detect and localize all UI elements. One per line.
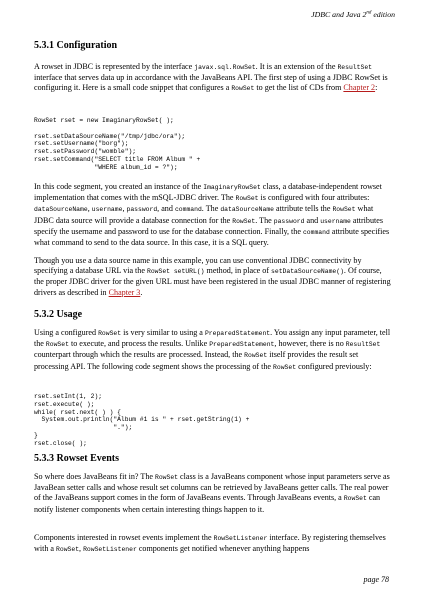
paragraph-text: Using a configured (34, 328, 99, 337)
running-title-suffix: edition (371, 10, 395, 19)
paragraph-text: components get notified whenever anything happens (136, 544, 310, 554)
inline-code: password (126, 206, 158, 214)
inline-code: ImaginaryRowSet (203, 184, 261, 191)
chapter-link[interactable]: Chapter 3 (108, 287, 141, 297)
paragraph-text: : (375, 83, 378, 93)
paragraph-text: to get the list of CDs from (254, 83, 344, 93)
inline-code: RowSet (332, 206, 356, 214)
inline-code: command (174, 206, 202, 214)
paragraph-text: . You assign any input parameter, tell the (34, 328, 391, 349)
section-heading-usage: 5.3.2 Usage (34, 309, 83, 320)
section-heading-rowset-events: 5.3.3 Rowset Events (34, 453, 119, 464)
inline-code: RowSet (231, 85, 255, 93)
paragraph-text: . The (255, 215, 274, 225)
paragraph-text: . Of course, the proper JDBC driver for the given URL must have been registered in the usual JDBC manner of registering drivers as described in (34, 266, 391, 297)
inline-code: PreparedStatement (204, 330, 271, 337)
paragraph-configuration-url (34, 256, 392, 298)
inline-code: RowSetListener (83, 546, 137, 554)
inline-code: RowSet (155, 474, 179, 481)
running-title: JDBC and Java 2 (311, 10, 367, 19)
running-title-sup: nd (366, 10, 372, 16)
inline-code: RowSet (235, 195, 259, 203)
paragraph-text: can notify listener components when certain interesting things happen to it. (34, 493, 381, 514)
inline-code: RowSet (98, 330, 122, 337)
inline-code: RowSet setURL() (146, 268, 205, 276)
paragraph-configuration-explanation (34, 182, 392, 248)
inline-code: RowSet (343, 495, 367, 503)
inline-code: command (302, 228, 330, 236)
paragraph-text: In this code segment, you created an instance of the (34, 182, 204, 191)
inline-code: ResultSet (345, 341, 381, 349)
paragraph-text: A rowset in JDBC is represented by the interface (34, 62, 195, 71)
paragraph-configuration-intro (34, 62, 392, 95)
paragraph-text: . It is an extension of the (255, 62, 338, 71)
inline-code: dataSourceName (34, 206, 88, 214)
inline-code: RowSet (56, 546, 80, 554)
paragraph-text: . (140, 287, 143, 297)
paragraph-text: , and (157, 204, 175, 214)
paragraph-text: itself provides the result set processing API. The following code segment shows the processing of the (34, 350, 359, 371)
inline-code: RowSet (273, 363, 297, 371)
paragraph-rowset-listener (34, 533, 392, 555)
paragraph-text: , (79, 544, 84, 554)
inline-code: RowSet (244, 352, 268, 360)
paragraph-text: attributes specify the username and password to use for the database connection. Finally, the (34, 215, 384, 236)
paragraph-text: Components interested in rowset events implement the (34, 533, 214, 542)
inline-code: password (273, 217, 305, 225)
paragraph-text: , (87, 204, 92, 214)
code-block-configuration: RowSet rset = new ImaginaryRowSet( ); rset.setDataSourceName("/tmp/jdbc/ora"); rset.setUsername("borg"); rset.setPassword("womble"); rset.setCommand("SELECT title FROM Album " + "WHERE album_id = ?"); (34, 117, 201, 171)
paragraph-text: , (122, 204, 127, 214)
paragraph-text: attribute specifies what command to send to the data source. In this case, it is a SQL query. (34, 226, 390, 248)
paragraph-text: is configured with four attributes: (258, 193, 370, 203)
paragraph-text: , however, there is no (274, 339, 346, 349)
inline-code: username (320, 217, 351, 225)
code-block-usage: rset.setInt(1, 2); rset.execute( ); while( rset.next( ) ) { System.out.println("Album #1 is " + rset.getString(1) + "."); } rset.close( ); (34, 393, 250, 447)
paragraph-text: interface. By registering themselves with a (34, 533, 386, 554)
paragraph-text: Though you use a data source name in this example, you can use conventional JDBC connectivity by specifying a database URL via the (34, 256, 362, 276)
paragraph-text: is very similar to using a (121, 328, 205, 337)
inline-code: username (91, 206, 123, 214)
paragraph-text: attribute tells the (274, 204, 333, 214)
section-heading-configuration: 5.3.1 Configuration (34, 40, 118, 51)
paragraph-text: counterpart through which the results are processed. Instead, the (34, 350, 245, 360)
inline-code: RowSet (232, 217, 256, 225)
paragraph-text: method, in place of (204, 266, 272, 276)
inline-code: ResultSet (337, 64, 372, 71)
paragraph-text: So where does JavaBeans fit in? The (34, 472, 155, 481)
paragraph-text: what JDBC data source will provide a database connection for the (34, 204, 374, 225)
paragraph-text: interface that serves data up in accordance with the JavaBeans API. The first step of using a JDBC RowSet is configuring it. Here is a small code snippet that configures a (34, 73, 388, 93)
paragraph-text: to execute, and process the results. Unlike (68, 339, 210, 349)
paragraph-text: configured previously: (296, 361, 372, 371)
paragraph-text: . The (201, 204, 221, 214)
inline-code: dataSourceName (220, 206, 275, 214)
page-number: page 78 (363, 575, 389, 584)
paragraph-text: class is a JavaBeans component whose input parameters serve as JavaBean setter calls and whose result set columns can be retrieved by JavaBeans getter calls. The real power of the JavaBeans support comes in the form of JavaBeans events. Through JavaBeans events, a (34, 472, 390, 503)
running-header (311, 10, 395, 19)
inline-code: javax.sql.RowSet (194, 64, 256, 71)
inline-code: PreparedStatement (209, 341, 275, 349)
inline-code: RowSetListener (213, 535, 268, 542)
paragraph-rowset-events (34, 472, 392, 515)
inline-code: RowSet (45, 341, 69, 349)
paragraph-text: and (304, 215, 321, 225)
paragraph-usage (34, 328, 392, 373)
paragraph-text: class, a database-independent rowset implementation that comes with the mSQL-JDBC driver. The (34, 182, 382, 203)
chapter-link[interactable]: Chapter 2 (343, 83, 376, 93)
inline-code: setDataSourceName() (271, 268, 344, 276)
